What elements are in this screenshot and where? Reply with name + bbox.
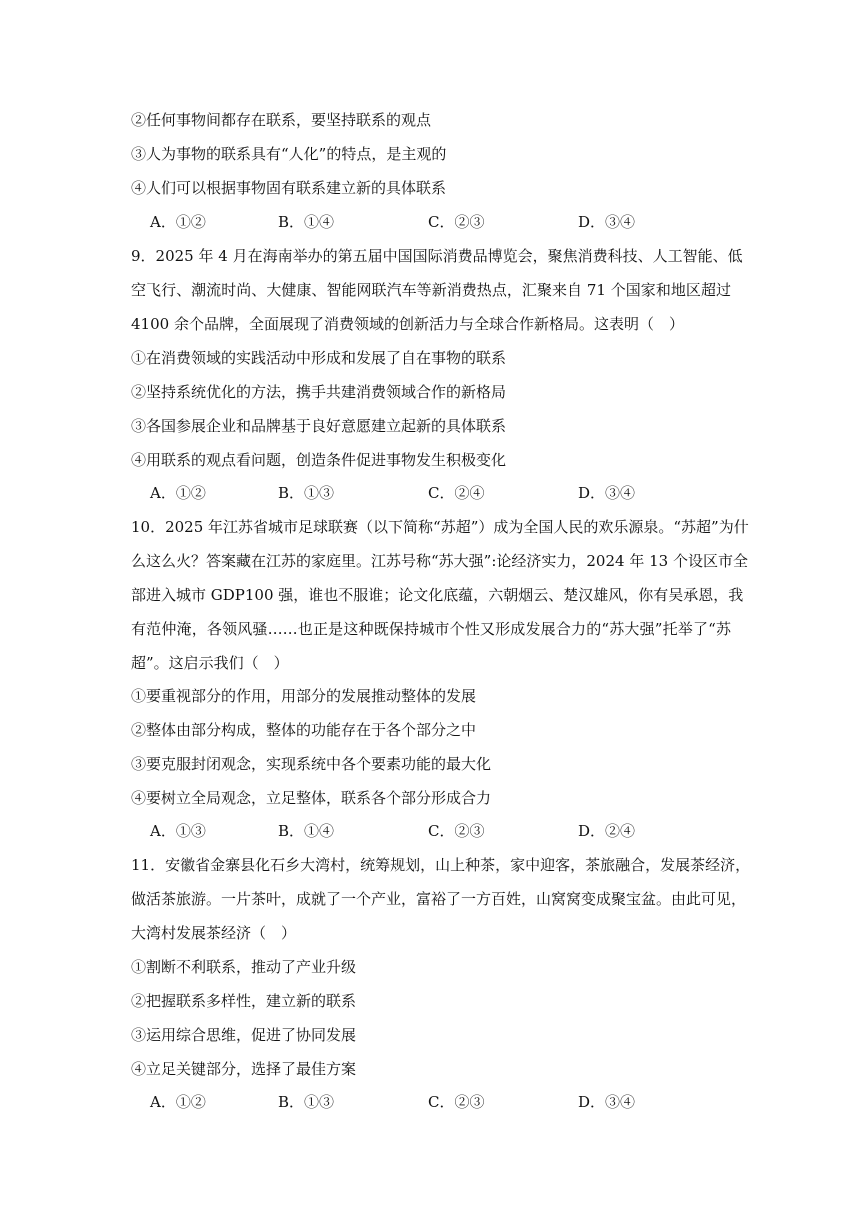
q8-option-c: C．②③ [428,213,485,231]
q8-item-4: ④人们可以根据事物固有联系建立新的具体联系 [131,179,447,197]
q10-item-3: ③要克服封闭观念，实现系统中各个要素功能的最大化 [131,755,492,773]
q11-item-3: ③运用综合思维，促进了协同发展 [131,1026,357,1044]
q10-stem-line-1: 10．2025 年江苏省城市足球联赛（以下简称“苏超”）成为全国人民的欢乐源泉。“苏超”为什 [131,518,749,536]
q10-stem-line-5: 超”。这启示我们（ ） [131,654,289,672]
q10-option-a: A．①③ [150,822,206,840]
q9-option-a: A．①② [150,484,206,502]
q9-option-d: D．③④ [578,484,636,502]
q11-options [150,1092,750,1112]
q11-stem-line-2: 做活茶旅游。一片茶叶，成就了一个产业，富裕了一方百姓，山窝窝变成聚宝盆。由此可见， [131,890,747,908]
q9-item-2: ②坚持系统优化的方法，携手共建消费领域合作的新格局 [131,383,507,401]
q9-options [150,483,750,503]
q8-option-b: B．①④ [278,213,335,231]
q9-stem-line-3: 4100 余个品牌，全面展现了消费领域的创新活力与全球合作新格局。这表明（ ） [131,315,684,333]
q10-option-c: C．②③ [428,822,485,840]
q10-item-2: ②整体由部分构成，整体的功能存在于各个部分之中 [131,721,477,739]
q11-item-1: ①割断不利联系，推动了产业升级 [131,958,357,976]
q11-option-b: B．①③ [278,1093,335,1111]
q9-option-b: B．①③ [278,484,335,502]
q8-option-d: D．③④ [578,213,636,231]
q10-item-1: ①要重视部分的作用，用部分的发展推动整体的发展 [131,687,477,705]
q8-item-3: ③人为事物的联系具有“人化”的特点，是主观的 [131,145,447,163]
q11-item-4: ④立足关键部分，选择了最佳方案 [131,1060,357,1078]
q10-stem-line-4: 有范仲淹，各领风骚……也正是这种既保持城市个性又形成发展合力的“苏大强”托举了“苏 [131,620,731,638]
q11-stem-line-1: 11．安徽省金寨县化石乡大湾村，统筹规划，山上种茶，家中迎客，茶旅融合，发展茶经济， [131,856,751,874]
q9-option-c: C．②④ [428,484,485,502]
q8-options [150,212,750,232]
q9-item-1: ①在消费领域的实践活动中形成和发展了自在事物的联系 [131,349,507,367]
q10-option-b: B．①④ [278,822,335,840]
q8-option-a: A．①② [150,213,206,231]
q9-item-3: ③各国参展企业和品牌基于良好意愿建立起新的具体联系 [131,417,507,435]
q11-stem-line-3: 大湾村发展茶经济（ ） [131,924,297,942]
q9-stem-line-2: 空飞行、潮流时尚、大健康、智能网联汽车等新消费热点，汇聚来自 71 个国家和地区超过 [131,281,731,299]
q11-option-c: C．②③ [428,1093,485,1111]
q9-item-4: ④用联系的观点看问题，创造条件促进事物发生积极变化 [131,451,507,469]
q9-stem-line-1: 9．2025 年 4 月在海南举办的第五届中国国际消费品博览会，聚焦消费科技、人工智能、低 [131,247,743,265]
q10-option-d: D．②④ [578,822,636,840]
q10-options [150,821,750,841]
q11-item-2: ②把握联系多样性，建立新的联系 [131,992,357,1010]
q11-option-d: D．③④ [578,1093,636,1111]
q10-stem-line-2: 么这么火？答案藏在江苏的家庭里。江苏号称“苏大强”:论经济实力，2024 年 13 个设区市全 [131,552,748,570]
q11-option-a: A．①② [150,1093,206,1111]
q10-stem-line-3: 部进入城市 GDP100 强，谁也不服谁；论文化底蕴，六朝烟云、楚汉雄风，你有吴承恩，我 [131,586,744,604]
q10-item-4: ④要树立全局观念，立足整体，联系各个部分形成合力 [131,789,492,807]
q8-item-2: ②任何事物间都存在联系，要坚持联系的观点 [131,111,432,129]
